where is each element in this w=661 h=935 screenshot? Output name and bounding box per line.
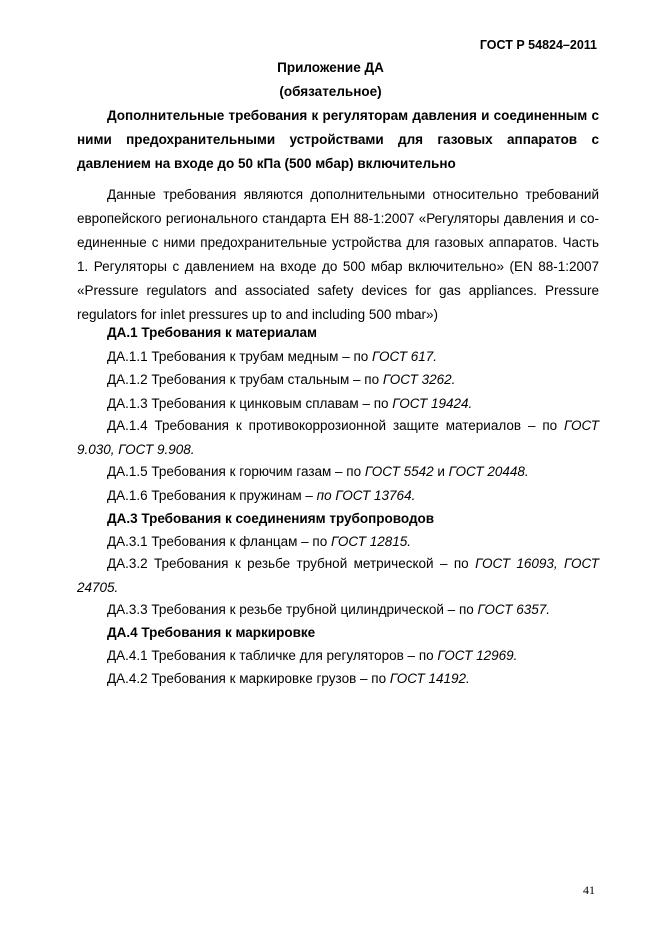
appendix-heading: Дополнительные требования к регуляторам давления и соединенным с ними предохранительными устройствами для газовых аппаратов с давлением на входе до 50 кПа (500 мбар) включительно	[77, 108, 599, 171]
item-text: ДА.3.1 Требования к фланцам – по	[107, 534, 332, 549]
item-3-1	[107, 534, 411, 549]
item-1-3	[107, 396, 472, 411]
item-1-6	[107, 488, 415, 503]
item-ref-2: ГОСТ 20448.	[448, 464, 529, 479]
item-ref: ГОСТ 9.030, ГОСТ 9.908.	[77, 418, 599, 457]
item-ref: ГОСТ 617.	[372, 349, 438, 364]
item-text: ДА.3.3 Требования к резьбе трубной цилиндрической – по	[107, 602, 478, 617]
section-1-heading: ДА.1 Требования к материалам	[107, 325, 318, 340]
item-4-2	[107, 671, 470, 686]
item-4-1	[107, 648, 517, 663]
section-4-heading: ДА.4 Требования к маркировке	[107, 625, 316, 640]
item-3-3	[107, 602, 550, 617]
item-ref: ГОСТ 19424.	[392, 396, 473, 411]
appendix-title: Приложение ДА	[277, 60, 384, 75]
item-text: ДА.4.1 Требования к табличке для регуляторов – по	[107, 648, 438, 663]
item-text: ДА.3.2 Требования к резьбе трубной метрической – по	[107, 556, 476, 571]
item-1-4	[77, 414, 599, 462]
intro-paragraph: Данные требования являются дополнительными относительно требований европейского регионального стандарта ЕН 88-1:2007 «Регуляторы давления и со-единенные с ними предохранительные устройства для газовых аппаратов. Часть 1. Регуляторы с давлением на входе до 500 мбар включительно» (EN 88-1:2007 «Pressure regulators and associated safety devices for gas appliances. Pressure regulators for inlet pressures up to and including 500 mbar»)	[77, 187, 599, 322]
item-ref-1: ГОСТ 5542	[364, 464, 434, 479]
item-1-1	[107, 349, 437, 364]
item-ref: ГОСТ 16093, ГОСТ 24705.	[77, 556, 600, 595]
page-number: 41	[583, 883, 595, 897]
item-ref: ГОСТ 3262.	[382, 372, 456, 387]
item-ref: ГОСТ 6357.	[477, 602, 550, 617]
item-ref: ГОСТ 14192.	[389, 671, 470, 686]
item-text: ДА.1.3 Требования к цинковым сплавам – по	[107, 396, 393, 411]
appendix-status: (обязательное)	[279, 84, 382, 99]
item-conj: и	[433, 464, 449, 479]
item-text: ДА.1.5 Требования к горючим газам – по	[107, 464, 365, 479]
item-ref: ГОСТ 12815.	[331, 534, 412, 549]
item-1-2	[107, 372, 455, 387]
item-text: ДА.1.4 Требования к противокоррозионной защите материалов – по	[107, 418, 565, 433]
item-text: ДА.1.6 Требования к пружинам –	[107, 488, 317, 503]
item-text: ДА.1.1 Требования к трубам медным – по	[107, 349, 373, 364]
item-text: ДА.1.2 Требования к трубам стальным – по	[107, 372, 383, 387]
standard-number: ГОСТ Р 54824–2011	[479, 38, 597, 52]
item-1-5	[107, 464, 529, 479]
item-ref: ГОСТ 12969.	[437, 648, 518, 663]
item-text: ДА.4.2 Требования к маркировке грузов – по	[107, 671, 390, 686]
item-ref: по ГОСТ 13764.	[316, 488, 416, 503]
item-3-2	[77, 552, 599, 600]
section-3-heading: ДА.3 Требования к соединениям трубопроводов	[107, 511, 435, 526]
